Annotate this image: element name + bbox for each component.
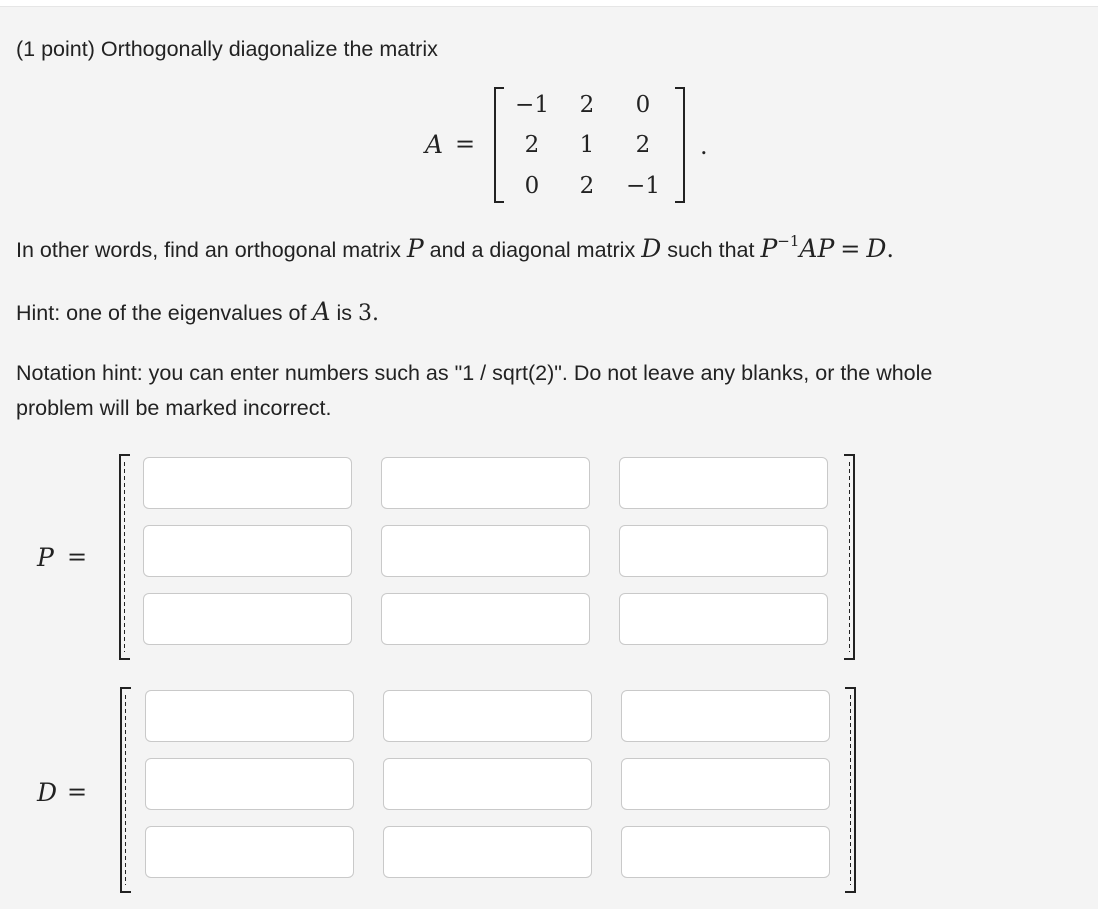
p-entry-3-3[interactable] [619, 593, 828, 645]
p-entry-2-3[interactable] [619, 525, 828, 577]
matrix-a-right-bracket [675, 87, 685, 203]
p-entry-2-1[interactable] [143, 525, 352, 577]
instruction-line [16, 232, 895, 264]
p-entry-1-2[interactable] [381, 457, 590, 509]
hint-value: 3 [358, 301, 372, 326]
p-label: P [37, 543, 54, 572]
d-left-bracket [120, 687, 131, 893]
instruction-text-c: such that [667, 238, 755, 262]
instruction-p: P [406, 234, 424, 263]
matrix-a-cell: 2 [635, 132, 651, 158]
notation-hint-line1: Notation hint: you can enter numbers such as "1 / sqrt(2)". Do not leave any blanks, or the whole [16, 361, 933, 385]
notation-hint-line2: problem will be marked incorrect. [16, 396, 332, 420]
p-entry-1-3[interactable] [619, 457, 828, 509]
p-left-bracket [119, 454, 130, 660]
hint-a: A [312, 297, 331, 326]
hint-period: . [372, 301, 379, 326]
equation-d: D [866, 234, 887, 263]
matrix-a-period: . [700, 132, 708, 160]
p-right-bracket [844, 454, 855, 660]
hint-line [16, 297, 379, 326]
instruction-d: D [641, 234, 662, 263]
matrix-a-cell: −1 [626, 173, 660, 199]
equation-exponent: −1 [777, 232, 800, 250]
matrix-a-label: A [425, 130, 444, 159]
equation-equals: = [840, 235, 861, 263]
d-entry-3-2[interactable] [383, 826, 592, 878]
d-entry-3-1[interactable] [145, 826, 354, 878]
equation-ap: AP [799, 234, 835, 263]
p-entry-1-1[interactable] [143, 457, 352, 509]
d-right-bracket [845, 687, 856, 893]
equation-p: P [760, 234, 778, 263]
matrix-a-cell: 1 [579, 132, 595, 158]
d-entry-1-1[interactable] [145, 690, 354, 742]
d-label: D [37, 778, 58, 807]
problem-intro: (1 point) Orthogonally diagonalize the matrix [16, 37, 438, 61]
matrix-a-equals: = [455, 130, 476, 158]
p-entry-3-1[interactable] [143, 593, 352, 645]
matrix-a-cell: 2 [524, 132, 540, 158]
p-equals: = [67, 543, 88, 571]
matrix-a-cell: 2 [579, 173, 595, 199]
instruction-text-b: and a diagonal matrix [429, 238, 636, 262]
equation-period: . [886, 235, 895, 263]
p-entry-3-2[interactable] [381, 593, 590, 645]
p-entry-2-2[interactable] [381, 525, 590, 577]
d-entry-2-2[interactable] [383, 758, 592, 810]
instruction-text-a: In other words, find an orthogonal matrix [16, 238, 401, 262]
matrix-a-cell: 0 [524, 173, 540, 199]
matrix-a-cell: 2 [579, 92, 595, 118]
d-entry-1-3[interactable] [621, 690, 830, 742]
d-entry-3-3[interactable] [621, 826, 830, 878]
hint-text-b: is [336, 301, 353, 325]
hint-text-a: Hint: one of the eigenvalues of [16, 301, 307, 325]
d-equals: = [67, 778, 88, 806]
d-entry-2-3[interactable] [621, 758, 830, 810]
matrix-a-cell: −1 [515, 92, 549, 118]
matrix-a-cell: 0 [635, 92, 651, 118]
d-entry-1-2[interactable] [383, 690, 592, 742]
problem-panel [0, 6, 1098, 909]
d-entry-2-1[interactable] [145, 758, 354, 810]
